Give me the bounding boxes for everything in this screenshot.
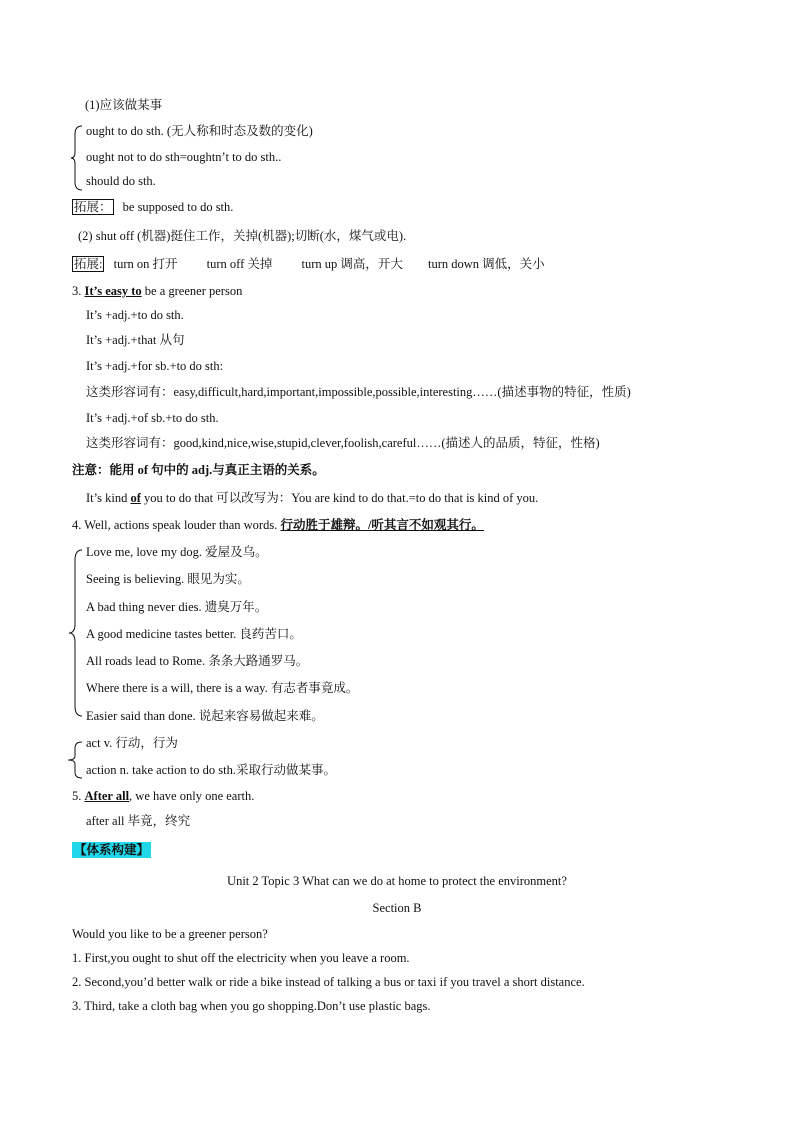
s2-heading: (2) shut off (机器)挺住工作，关掉(机器);切断(水，煤气或电). bbox=[78, 229, 407, 243]
s3-line-4: 这类形容词有：easy,difficult,hard,important,impossible,possible,interesting……(描述事物的特征，性质) bbox=[86, 385, 631, 399]
system-list-3: 3. Third, take a cloth bag when you go shopping.Don’t use plastic bags. bbox=[72, 999, 431, 1013]
phrase-turn-down: turn down 调低，关小 bbox=[428, 257, 545, 271]
proverb-7: Easier said than done. 说起来容易做起来难。 bbox=[86, 709, 324, 723]
s5-title bbox=[72, 788, 254, 804]
s3-number: 3. bbox=[72, 284, 82, 298]
proverb-1: Love me, love my dog. 爱屋及乌。 bbox=[86, 545, 268, 559]
brace-act bbox=[66, 740, 84, 780]
proverb-6: Where there is a will, there is a way. 有志者事竟成。 bbox=[86, 681, 359, 695]
s4-text: Well, actions speak louder than words. bbox=[84, 518, 278, 532]
extension-text: be supposed to do sth. bbox=[122, 200, 234, 214]
s3-title bbox=[72, 283, 242, 299]
s3-line-1: It’s +adj.+to do sth. bbox=[86, 308, 184, 322]
system-question: Would you like to be a greener person? bbox=[72, 927, 268, 941]
phrase-turn-up: turn up 调高，开大 bbox=[301, 257, 403, 271]
s3-note: 注意：能用 of 句中的 adj.与真正主语的关系。 bbox=[72, 463, 325, 477]
s1-extension bbox=[72, 199, 233, 215]
s1-item-3: should do sth. bbox=[86, 174, 156, 188]
example-pre: It’s kind bbox=[86, 491, 128, 505]
proverb-4: A good medicine tastes better. 良药苦口。 bbox=[86, 627, 302, 641]
phrase-turn-off: turn off 关掉 bbox=[206, 257, 273, 271]
example-post: you to do that 可以改写为：You are kind to do that.=to do that is kind of you. bbox=[144, 491, 539, 505]
system-label: 【体系构建】 bbox=[74, 843, 150, 857]
s1-item-1: ought to do sth. (无人称和时态及数的变化) bbox=[86, 124, 313, 138]
act-noun: action n. take action to do sth.采取行动做某事。 bbox=[86, 763, 336, 777]
proverb-5: All roads lead to Rome. 条条大路通罗马。 bbox=[86, 654, 309, 668]
s5-number: 5. bbox=[72, 789, 82, 803]
s3-key-phrase: It’s easy to bbox=[84, 284, 142, 298]
s5-rest: , we have only one earth. bbox=[129, 789, 255, 803]
s1-heading: (1)应该做某事 bbox=[85, 98, 163, 112]
system-section: Section B bbox=[372, 901, 422, 915]
system-list-2: 2. Second,you’d better walk or ride a bike instead of talking a bus or taxi if you travel a short distance. bbox=[72, 975, 585, 989]
example-of: of bbox=[130, 491, 141, 505]
s3-line-2: It’s +adj.+that 从句 bbox=[86, 333, 185, 347]
system-label-wrap bbox=[72, 842, 151, 858]
phrase-turn-on: turn on 打开 bbox=[113, 257, 178, 271]
brace-proverbs bbox=[68, 548, 84, 718]
proverb-2: Seeing is believing. 眼见为实。 bbox=[86, 572, 250, 586]
s5-gloss: after all 毕竟，终究 bbox=[86, 814, 191, 828]
s3-example bbox=[86, 490, 538, 506]
s3-rest: be a greener person bbox=[144, 284, 243, 298]
extension-label-2: 拓展: bbox=[74, 257, 103, 271]
s5-key-phrase: After all bbox=[84, 789, 130, 803]
s3-line-3: It’s +adj.+for sb.+to do sth: bbox=[86, 359, 224, 373]
system-list-1: 1. First,you ought to shut off the electricity when you leave a room. bbox=[72, 951, 410, 965]
extension-label: 拓展： bbox=[74, 200, 112, 214]
s4-meaning: 行动胜于雄辩。/听其言不如观其行。 bbox=[280, 518, 484, 532]
act-verb: act v. 行动，行为 bbox=[86, 736, 178, 750]
proverb-3: A bad thing never dies. 遗臭万年。 bbox=[86, 600, 268, 614]
s3-line-6: 这类形容词有：good,kind,nice,wise,stupid,clever,foolish,careful……(描述人的品质，特征，性格) bbox=[86, 436, 600, 450]
s3-line-5: It’s +adj.+of sb.+to do sth. bbox=[86, 411, 219, 425]
s4-title bbox=[72, 517, 484, 533]
s1-item-2: ought not to do sth=oughtn’t to do sth.. bbox=[86, 150, 282, 164]
s4-number: 4. bbox=[72, 518, 82, 532]
s2-extension bbox=[72, 256, 545, 272]
brace-s1 bbox=[70, 124, 84, 192]
system-title: Unit 2 Topic 3 What can we do at home to protect the environment? bbox=[227, 874, 567, 888]
